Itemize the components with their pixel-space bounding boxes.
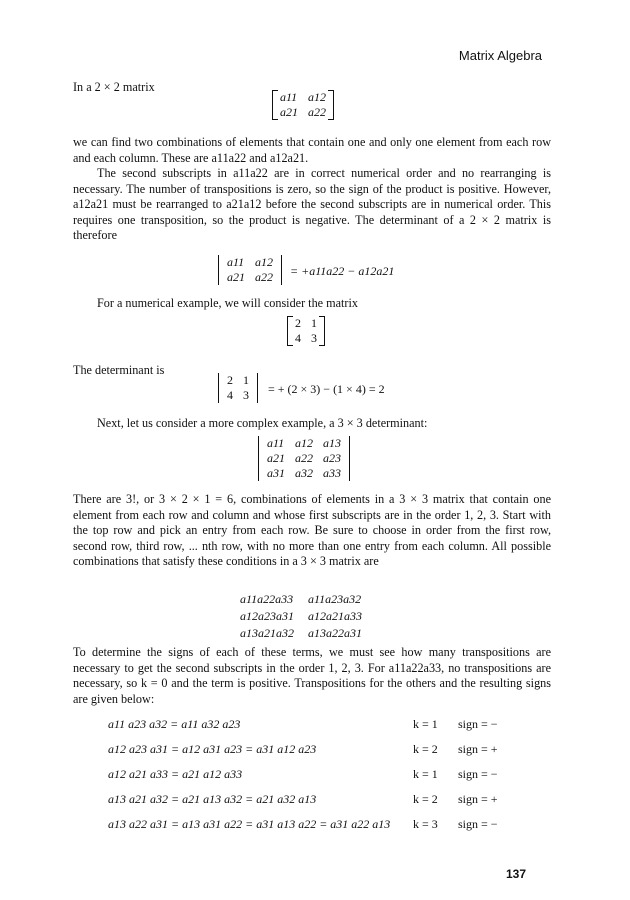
matrix-2x2: [272, 90, 334, 120]
paragraph-combinations: we can find two combinations of elements that contain one and only one element from each row and each column. These are a11a22 and a12a21.: [73, 135, 551, 165]
combination: a12a21a33: [308, 609, 362, 623]
paragraph-transpositions: The second subscripts in a11a22 are in correct numerical order and no rearranging is necessary. The number of transpositions is zero, so the sign of the product is positive. However, a12a21 must be rearranged to a21a12 before the second subscripts are in numerical order. This requires one transposition, so the product is negative. The determinant of a 2 × 2 matrix is therefore: [73, 166, 551, 243]
matrix-cell: a33: [323, 466, 341, 480]
numerical-determinant-result: = + (2 × 3) − (1 × 4) = 2: [268, 382, 385, 396]
determinant-3x3: [258, 436, 350, 481]
determinant-2x2-expansion: = +a11a22 − a12a21: [290, 264, 395, 278]
transposition-sign: sign = +: [458, 742, 498, 756]
matrix-cell: a11: [267, 436, 285, 450]
transposition-count: k = 3: [413, 817, 438, 831]
transposition-expression: a11 a23 a32 = a11 a32 a23: [108, 717, 241, 731]
combinations-list: [232, 590, 370, 643]
transposition-expression: a13 a22 a31 = a13 a31 a22 = a31 a13 a22 = a31 a22 a13: [108, 817, 391, 831]
numerical-matrix: [287, 316, 325, 346]
transposition-sign: sign = −: [458, 767, 498, 781]
combination: a13a22a31: [308, 626, 362, 640]
running-header: Matrix Algebra: [458, 48, 542, 63]
combination: a13a21a32: [240, 626, 294, 640]
combination: a12a23a31: [240, 609, 294, 623]
matrix-cell: a12: [255, 255, 273, 269]
matrix-cell: a21: [280, 105, 298, 119]
paragraph-numerical-example: For a numerical example, we will consider the matrix: [97, 296, 358, 310]
transposition-expression: a12 a23 a31 = a12 a31 a23 = a31 a12 a23: [108, 742, 317, 756]
matrix-cell: a22: [295, 451, 313, 465]
transposition-count: k = 2: [413, 792, 438, 806]
numerical-determinant: [218, 373, 258, 403]
page-number: 137: [506, 867, 527, 881]
matrix-cell: 2: [295, 316, 301, 330]
matrix-cell: a32: [295, 466, 313, 480]
matrix-cell: a23: [323, 451, 341, 465]
matrix-cell: a21: [267, 451, 285, 465]
matrix-cell: a11: [227, 255, 245, 269]
matrix-cell: a22: [255, 270, 273, 284]
matrix-cell: 4: [295, 331, 301, 345]
matrix-cell: a21: [227, 270, 245, 284]
paragraph-combination-count: There are 3!, or 3 × 2 × 1 = 6, combinations of elements in a 3 × 3 matrix that contain one element from each row and column and whose first subscripts are in the order 1, 2, 3. Start with the top row and pick an entry from each row. Be sure to choose in order from the first row, second row, third row, ... nth row, with no more than one entry from each column. All possible combinations that satisfy these conditions in a 3 × 3 matrix are: [73, 492, 551, 569]
matrix-cell: a31: [267, 466, 285, 480]
transposition-count: k = 1: [413, 717, 438, 731]
transposition-expression: a12 a21 a33 = a21 a12 a33: [108, 767, 243, 781]
transposition-expression: a13 a21 a32 = a21 a13 a32 = a21 a32 a13: [108, 792, 317, 806]
paragraph-3x3-example: Next, let us consider a more complex example, a 3 × 3 determinant:: [97, 416, 428, 430]
paragraph-signs: To determine the signs of each of these terms, we must see how many transpositions are necessary to get the second subscripts in the order 1, 2, 3. For a11a22a33, no transpositions are necessary, so k = 0 and the term is positive. Transpositions for the others and the resulting signs are given below:: [73, 645, 551, 706]
transposition-sign: sign = +: [458, 792, 498, 806]
matrix-cell: 1: [311, 316, 317, 330]
transposition-sign: sign = −: [458, 817, 498, 831]
determinant-label: The determinant is: [73, 363, 165, 377]
matrix-cell: 2: [227, 373, 233, 387]
matrix-cell: 3: [243, 388, 249, 402]
transposition-count: k = 2: [413, 742, 438, 756]
matrix-cell: a13: [323, 436, 341, 450]
matrix-cell: a12: [295, 436, 313, 450]
matrix-cell: a12: [308, 90, 326, 104]
combination: a11a22a33: [240, 592, 294, 606]
transposition-count: k = 1: [413, 767, 438, 781]
matrix-cell: a22: [308, 105, 326, 119]
determinant-2x2: [218, 255, 282, 285]
matrix-cell: 3: [311, 331, 317, 345]
matrix-cell: 4: [227, 388, 233, 402]
combination: a11a23a32: [308, 592, 362, 606]
matrix-cell: a11: [280, 90, 298, 104]
matrix-cell: 1: [243, 373, 249, 387]
transposition-sign: sign = −: [458, 717, 498, 731]
intro-text: In a 2 × 2 matrix: [73, 80, 155, 94]
